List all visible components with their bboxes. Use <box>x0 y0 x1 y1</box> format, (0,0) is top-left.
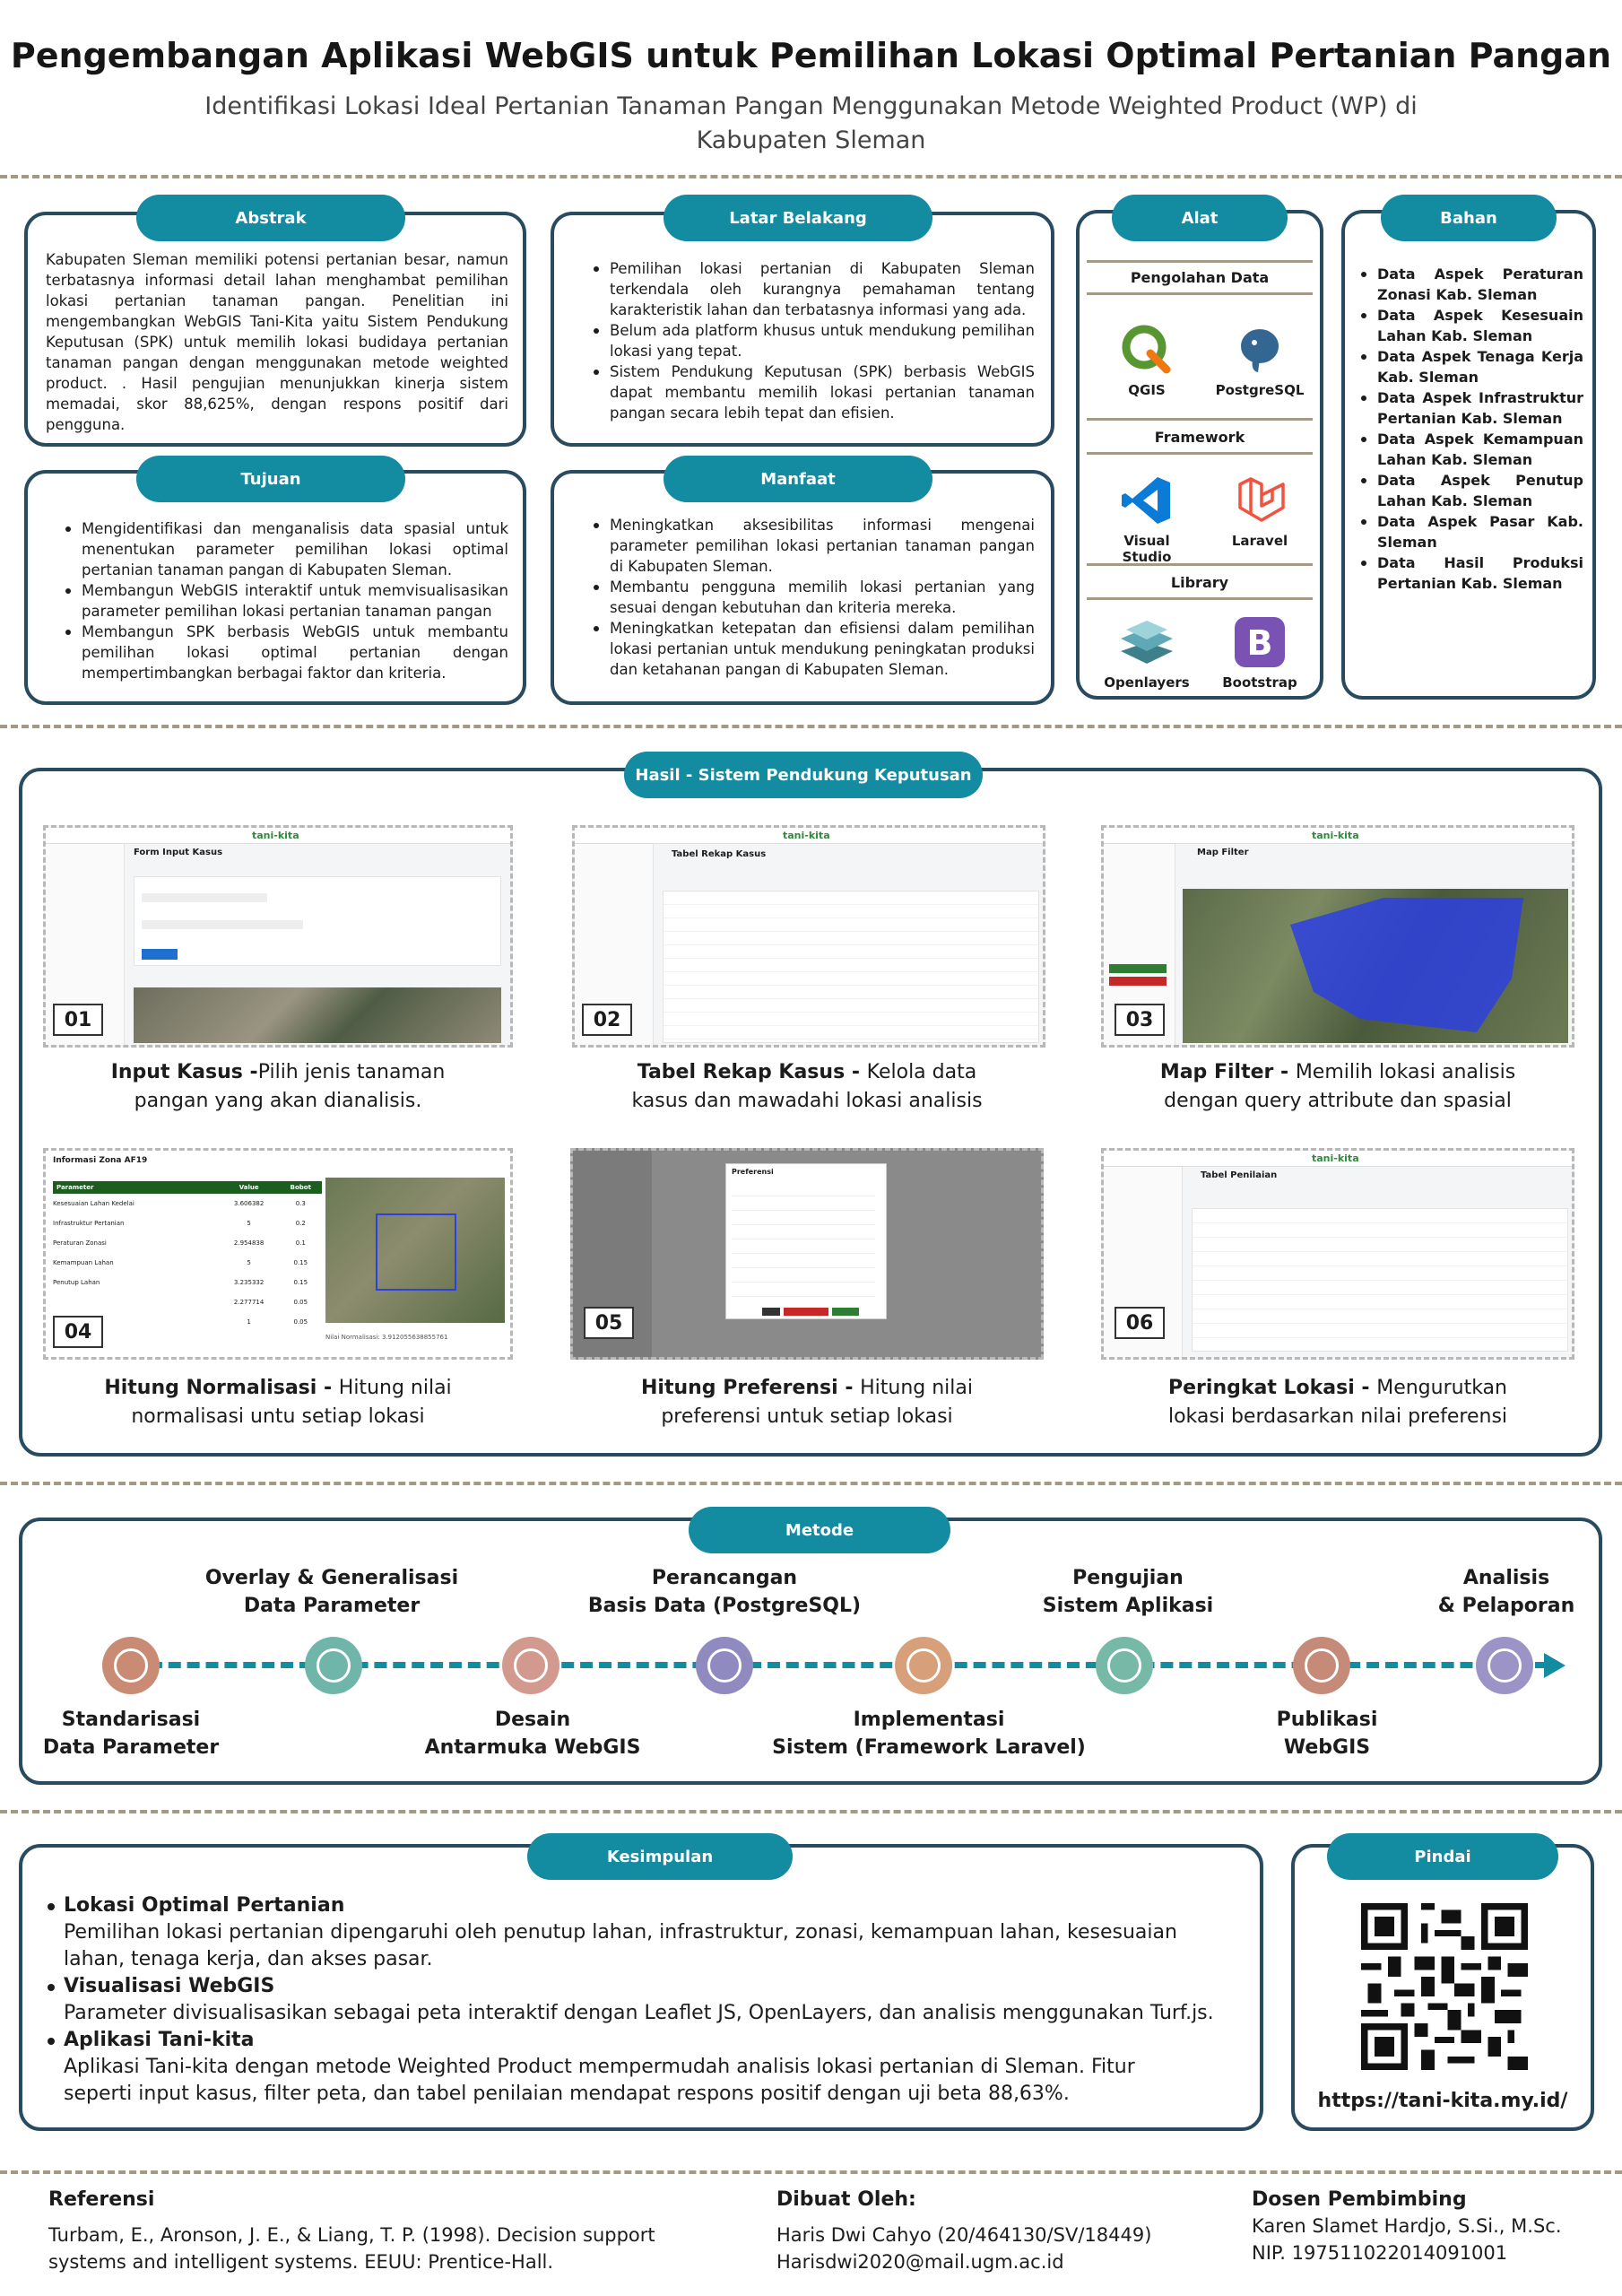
postgresql-tool <box>1210 323 1309 398</box>
qgis-tool <box>1097 323 1196 398</box>
referensi-text: Turbam, E., Aronson, J. E., & Liang, T. P. (1998). Decision support <box>48 2224 655 2246</box>
alat-section-pengolahan: Pengolahan Data <box>1130 269 1270 286</box>
step-node-icon <box>502 1637 559 1694</box>
latar-box <box>551 212 1054 447</box>
separator <box>0 1482 1622 1485</box>
list-item: Sistem Pendukung Keputusan (SPK) berbasis WebGIS dapat membantu memilih lokasi pertanian tanaman pangan secara lebih tepat dan efisien. <box>592 361 1035 423</box>
separator <box>0 1810 1622 1813</box>
list-item: Data Aspek Pasar Kab. Sleman <box>1359 511 1583 552</box>
ranking-table <box>1192 1208 1568 1352</box>
separator <box>0 175 1622 178</box>
screenshot-map-filter <box>1101 825 1574 1048</box>
kesimpulan-text: Pemilihan lokasi pertanian dipengaruhi oleh penutup lahan, infrastruktur, zonasi, kemampuan lahan, kesesuaian <box>64 1921 1177 1944</box>
svg-text:B: B <box>1246 623 1273 663</box>
bahan-list <box>1359 264 1583 594</box>
table-row: Infrastruktur Pertanian 5 0.2 <box>53 1220 306 1227</box>
referensi-text: systems and intelligent systems. EEUU: Prentice-Hall. <box>48 2251 554 2273</box>
openlayers-icon <box>1117 615 1176 669</box>
table-header-row: Parameter Value Bobot <box>53 1181 322 1194</box>
laravel-icon <box>1233 474 1287 527</box>
visual-studio-icon <box>1120 474 1174 527</box>
tujuan-box <box>24 470 526 705</box>
table-row: 1 0.05 <box>247 1318 308 1326</box>
tool-label: QGIS <box>1128 382 1166 398</box>
list-item: Meningkatkan aksesibilitas informasi mengenai parameter pemilihan lokasi pertanian tanaman pangan di Kabupaten Sleman. <box>592 515 1035 577</box>
tool-label: PostgreSQL <box>1215 382 1305 398</box>
metode-step-desain: Desain Antarmuka WebGIS <box>424 1709 641 1759</box>
list-item: Data Aspek Infrastruktur Pertanian Kab. Sleman <box>1359 387 1583 429</box>
kesimpulan-heading: Aplikasi Tani-kita <box>46 2027 1247 2054</box>
alat-rule <box>1087 563 1313 566</box>
manfaat-box <box>551 470 1054 705</box>
kesimpulan-content <box>46 1892 1247 2108</box>
step-node-icon <box>696 1637 753 1694</box>
step-node-icon <box>1476 1637 1533 1694</box>
tool-label: Openlayers <box>1104 674 1190 691</box>
step-node-icon <box>305 1637 362 1694</box>
poster-subtitle <box>143 90 1479 158</box>
metode-step-overlay: Overlay & Generalisasi Data Parameter <box>204 1567 459 1617</box>
list-item: Membantu pengguna memilih lokasi pertanian yang sesuai dengan kebutuhan dan kriteria mereka. <box>592 577 1035 618</box>
step-node-icon <box>1293 1637 1350 1694</box>
step-number: 01 <box>53 1004 103 1036</box>
pembuat-name: Haris Dwi Cahyo (20/464130/SV/18449) <box>776 2224 1152 2246</box>
kesimpulan-heading: Visualisasi WebGIS <box>46 1973 1247 2000</box>
pembuat-block <box>776 2188 1189 2275</box>
alat-section-library: Library <box>1170 574 1229 591</box>
list-item: Data Hasil Produksi Pertanian Kab. Sleman <box>1359 552 1583 594</box>
bootstrap-icon <box>1233 615 1287 669</box>
screen-title: Tabel Rekap Kasus <box>672 849 767 859</box>
app-topbar <box>46 828 510 844</box>
subtitle-line-1: Identifikasi Lokasi Ideal Pertanian Tanaman Pangan Menggunakan Metode Weighted Product (WP) di <box>204 92 1418 120</box>
metode-step-implementasi: Implementasi Sistem (Framework Laravel) <box>772 1709 1086 1759</box>
preferensi-table <box>732 1182 875 1302</box>
preferensi-modal <box>725 1163 887 1319</box>
alat-rule <box>1087 597 1313 600</box>
dosen-block <box>1252 2188 1610 2266</box>
list-item: Meningkatkan ketepatan dan efisiensi dalam pemilihan lokasi pertanian untuk mendukung peningkatan produksi dan ketahanan pangan di Kabupaten Sleman. <box>592 618 1035 680</box>
latar-list <box>592 258 1035 423</box>
step-number: 04 <box>53 1316 103 1348</box>
visual-studio-tool <box>1097 474 1196 565</box>
step-number: 05 <box>584 1307 634 1339</box>
kesimpulan-box <box>19 1844 1263 2131</box>
metode-step-analisis: Analisis & Pelaporan <box>1437 1567 1575 1617</box>
tool-label: Bootstrap <box>1222 674 1297 691</box>
screen-title: Informasi Zona AF19 <box>53 1156 148 1165</box>
separator <box>0 2170 1622 2174</box>
metode-step-publikasi: Publikasi WebGIS <box>1276 1709 1378 1759</box>
list-item: Pemilihan lokasi pertanian di Kabupaten Sleman terkendala oleh kurangnya pemahaman tentang karakteristik lahan dan terbatasnya informasi yang ada. <box>592 258 1035 320</box>
kesimpulan-text: Aplikasi Tani-kita dengan metode Weighted Product mempermudah analisis lokasi pertanian di Sleman. Fitur <box>64 2056 1135 2078</box>
table-row: Kemampuan Lahan 5 0.15 <box>53 1259 308 1266</box>
table-row: Penutup Lahan 3.235332 0.15 <box>53 1279 308 1286</box>
list-item: Data Aspek Kesesuain Lahan Kab. Sleman <box>1359 305 1583 346</box>
step-node-icon <box>102 1637 160 1694</box>
caption-tabel-rekap: Tabel Rekap Kasus - Kelola data kasus dan mawadahi lokasi analisis <box>631 1061 983 1112</box>
bahan-label: Bahan <box>1381 195 1557 241</box>
kesimpulan-text: seperti input kasus, filter peta, dan tabel penilaian mendapat respons positif dengan uji beta 88,63%. <box>64 2083 1070 2105</box>
latar-label: Latar Belakang <box>664 195 932 241</box>
abstrak-text: Kabupaten Sleman memiliki potensi pertanian besar, namun terbatasnya informasi detail lahan menghambat pemilihan lokasi pertanian tanaman pangan. Penelitian ini mengembangkan WebGIS Tani-Kita yaitu Sistem Pendukung Keputusan (SPK) untuk memilih lokasi budidaya pertanian tanaman pangan dengan menggunakan metode weighted product. . Hasil pengujian menunjukkan kinerja sistem memadai, skor 88,625%, dengan respons positif dari pengguna. <box>46 251 508 433</box>
satellite-map <box>1183 889 1568 1043</box>
website-link[interactable]: https://tani-kita.my.id/ <box>1317 2090 1568 2112</box>
tujuan-list <box>64 518 508 683</box>
alat-rule <box>1087 260 1313 263</box>
zone-boundary <box>376 1213 456 1291</box>
normalisasi-table <box>53 1181 322 1332</box>
caption-peringkat-lokasi: Peringkat Lokasi - Mengurutkan lokasi berdasarkan nilai preferensi <box>1167 1377 1508 1428</box>
manfaat-list <box>592 515 1035 680</box>
pembuat-title: Dibuat Oleh: <box>776 2188 916 2211</box>
manfaat-label: Manfaat <box>664 456 932 502</box>
table-row: Peraturan Zonasi 2.954838 0.1 <box>53 1239 306 1247</box>
metode-label: Metode <box>689 1507 950 1553</box>
abstrak-box <box>24 212 526 447</box>
caption-hitung-normalisasi: Hitung Normalisasi - Hitung nilai normalisasi untu setiap lokasi <box>104 1377 452 1428</box>
laravel-tool <box>1210 474 1309 549</box>
data-table <box>663 891 1039 1043</box>
timeline-arrow-icon <box>1544 1653 1566 1678</box>
list-item: Data Aspek Kemampuan Lahan Kab. Sleman <box>1359 429 1583 470</box>
separator <box>0 725 1622 728</box>
bootstrap-tool <box>1210 615 1309 691</box>
tool-label: Visual Studio <box>1122 533 1172 565</box>
screen-title: Map Filter <box>1197 848 1249 857</box>
step-node-icon <box>1096 1637 1153 1694</box>
list-item: Data Aspek Peraturan Zonasi Kab. Sleman <box>1359 264 1583 305</box>
modal-title: Preferensi <box>732 1168 774 1176</box>
kesimpulan-heading: Lokasi Optimal Pertanian <box>46 1892 1247 1919</box>
pembuat-email: Harisdwi2020@mail.ugm.ac.id <box>776 2251 1064 2273</box>
step-number: 02 <box>582 1004 632 1036</box>
kesimpulan-label: Kesimpulan <box>527 1833 793 1880</box>
normalisasi-result: Nilai Normalisasi: 3.912055638855761 <box>325 1334 448 1341</box>
brand-logo: tani-kita <box>1312 830 1359 841</box>
satellite-map <box>134 987 501 1043</box>
kesimpulan-text: lahan, tenaga kerja, dan akses pasar. <box>64 1948 433 1970</box>
satellite-map <box>325 1178 505 1323</box>
caption-hitung-preferensi: Hitung Preferensi - Hitung nilai preferensi untuk setiap lokasi <box>641 1377 973 1428</box>
hasil-label: Hasil - Sistem Pendukung Keputusan <box>624 752 983 798</box>
form-panel <box>134 876 501 966</box>
alat-rule <box>1087 418 1313 421</box>
list-item: Data Aspek Penutup Lahan Kab. Sleman <box>1359 470 1583 511</box>
list-item: Membangun SPK berbasis WebGIS untuk membantu pemilihan lokasi optimal pertanian dengan mempertimbangkan berbagai faktor dan kriteria. <box>64 622 508 683</box>
alat-label: Alat <box>1112 195 1288 241</box>
alat-rule <box>1087 452 1313 455</box>
poster-title: Pengembangan Aplikasi WebGIS untuk Pemilihan Lokasi Optimal Pertanian Pangan <box>10 36 1612 75</box>
dosen-name: Karen Slamet Hardjo, S.Si., M.Sc. <box>1252 2215 1562 2237</box>
metode-step-standarisasi: Standarisasi Data Parameter <box>42 1709 220 1759</box>
caption-map-filter: Map Filter - Memilih lokasi analisis dengan query attribute dan spasial <box>1159 1061 1516 1112</box>
screenshot-peringkat-lokasi <box>1101 1148 1574 1360</box>
brand-logo: tani-kita <box>783 830 830 841</box>
screenshot-tabel-rekap <box>572 825 1045 1048</box>
alat-rule <box>1087 292 1313 295</box>
screenshot-input-kasus <box>43 825 513 1048</box>
screen-title: Form Input Kasus <box>134 848 223 857</box>
kesimpulan-text: Parameter divisualisasikan sebagai peta interaktif dengan Leaflet JS, OpenLayers, dan analisis menggunakan Turf.js. <box>64 2002 1214 2024</box>
list-item: Belum ada platform khusus untuk mendukung pemilihan lokasi yang tepat. <box>592 320 1035 361</box>
pindai-label: Pindai <box>1327 1833 1558 1880</box>
postgresql-elephant-icon <box>1233 323 1287 377</box>
qgis-icon <box>1120 323 1174 377</box>
caption-input-kasus: Input Kasus -Pilih jenis tanaman pangan yang akan dianalisis. <box>110 1061 446 1112</box>
referensi-block <box>48 2188 730 2275</box>
screenshot-hitung-preferensi <box>570 1148 1044 1360</box>
tool-label: Laravel <box>1231 533 1288 549</box>
app-topbar <box>1104 1151 1572 1167</box>
app-topbar <box>1104 828 1572 844</box>
bahan-box <box>1341 210 1596 700</box>
filtered-area-polygon <box>1290 898 1523 1032</box>
pindai-box <box>1291 1844 1594 2131</box>
brand-logo: tani-kita <box>1312 1152 1359 1164</box>
qr-code-icon <box>1361 1903 1528 2070</box>
metode-step-pengujian: Pengujian Sistem Aplikasi <box>1042 1567 1214 1617</box>
step-node-icon <box>895 1637 952 1694</box>
alat-box <box>1076 210 1323 700</box>
list-item: Membangun WebGIS interaktif untuk memvisualisasikan parameter pemilihan lokasi pertanian tanaman pangan <box>64 580 508 622</box>
dosen-nip: NIP. 197511022014091001 <box>1252 2242 1508 2264</box>
tujuan-label: Tujuan <box>136 456 405 502</box>
table-row: Kesesuaian Lahan Kedelai 3.606382 0.3 <box>53 1200 306 1207</box>
step-number: 06 <box>1115 1307 1165 1339</box>
subtitle-line-2: Kabupaten Sleman <box>696 126 926 154</box>
screen-title: Tabel Penilaian <box>1201 1170 1278 1180</box>
referensi-title: Referensi <box>48 2188 155 2211</box>
screenshot-hitung-normalisasi <box>43 1148 513 1360</box>
alat-section-framework: Framework <box>1154 429 1245 446</box>
step-number: 03 <box>1115 1004 1165 1036</box>
brand-logo: tani-kita <box>252 830 299 841</box>
dosen-title: Dosen Pembimbing <box>1252 2188 1467 2211</box>
abstrak-label: Abstrak <box>136 195 405 241</box>
list-item: Mengidentifikasi dan menganalisis data spasial untuk menentukan parameter pemilihan lokasi optimal pertanian tanaman pangan di Kabupaten Sleman. <box>64 518 508 580</box>
list-item: Data Aspek Tenaga Kerja Kab. Sleman <box>1359 346 1583 387</box>
app-topbar <box>575 828 1043 844</box>
openlayers-tool <box>1097 615 1196 691</box>
table-row: 2.277714 0.05 <box>233 1299 308 1306</box>
metode-step-perancangan: Perancangan Basis Data (PostgreSQL) <box>587 1567 862 1617</box>
